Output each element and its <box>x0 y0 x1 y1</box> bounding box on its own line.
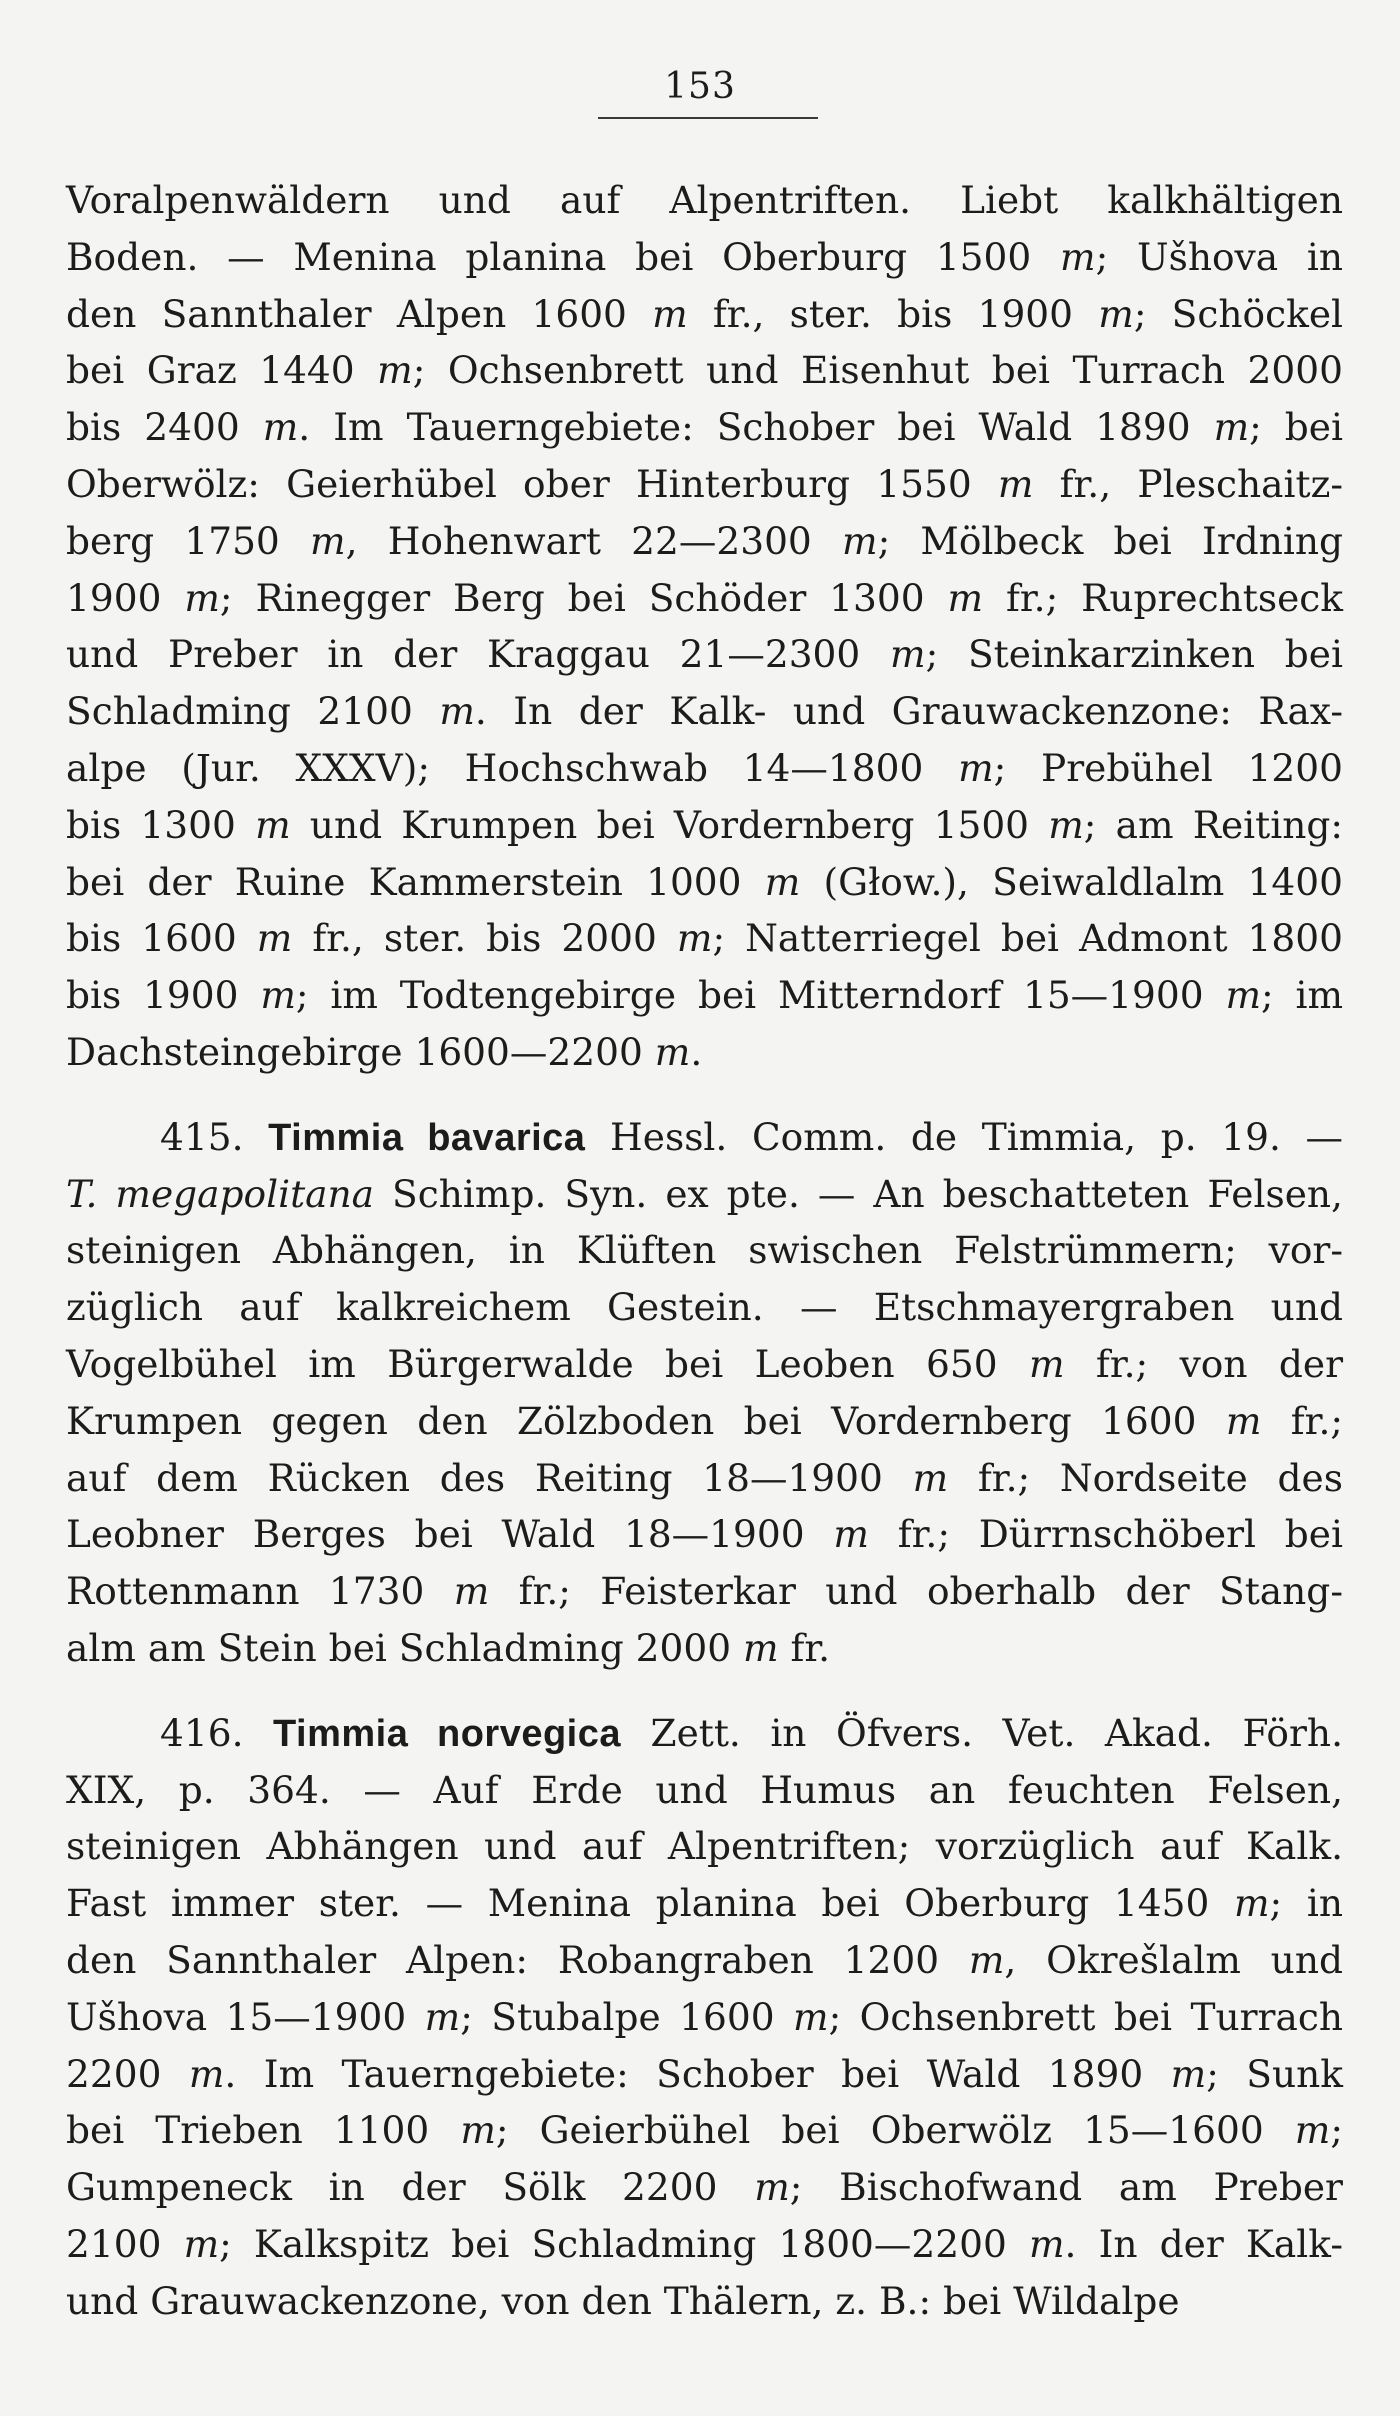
text-line <box>66 2273 1343 2330</box>
italic-text: m <box>183 2221 220 2266</box>
text-line <box>66 456 1343 513</box>
text-line <box>66 1336 1343 1393</box>
text-run: ; Sunk <box>1206 2051 1343 2096</box>
text-run: ; Ušhova in <box>1095 234 1343 279</box>
text-line <box>66 683 1343 740</box>
text-run: bis 1600 <box>66 916 257 961</box>
species-name: Timmia norvegica <box>273 1712 622 1755</box>
text-run: und Grauwackenzone, von den Thälern, z. B.: bei Wildalpe <box>66 2278 1180 2323</box>
text-line <box>66 1024 1343 1081</box>
italic-text: m <box>742 1625 779 1670</box>
italic-text: m <box>310 518 346 563</box>
text-run: . Im Tauerngebiete: Schober bei Wald 1890 <box>298 405 1214 450</box>
text-run: ; Rinegger Berg bei Schöder 1300 <box>219 575 948 620</box>
text-line <box>66 172 1343 229</box>
text-run: ; Schöckel <box>1133 291 1343 336</box>
italic-text: m <box>958 745 994 790</box>
text-line <box>66 1818 1343 1875</box>
text-line <box>66 797 1343 854</box>
text-run: ; bei <box>1249 405 1343 450</box>
text-run: fr.; Feisterkar und oberhalb der Stang- <box>489 1569 1343 1614</box>
species-name: Timmia bavarica <box>268 1116 586 1159</box>
text-run: ; Mölbeck bei Irdning <box>877 518 1343 563</box>
text-run: ; Kalkspitz bei Schladming 1800—2200 <box>219 2221 1029 2266</box>
text-run: bei Trieben 1100 <box>66 2108 461 2153</box>
italic-text: m <box>256 916 293 961</box>
text-run: Hessl. Comm. de Timmia, p. 19. — <box>585 1114 1343 1159</box>
paragraph-gap <box>66 1677 1343 1705</box>
text-line <box>66 854 1343 911</box>
text-line <box>66 513 1343 570</box>
text-run: Fast immer ster. — Menina planina bei Oberburg 1450 <box>66 1881 1234 1926</box>
text-run: , Okrešlalm und <box>1004 1937 1343 1982</box>
text-run: fr.; von der <box>1064 1341 1343 1386</box>
text-line <box>66 2216 1343 2273</box>
text-run: Zett. in Öfvers. Vet. Akad. Förh. <box>621 1710 1343 1755</box>
text-run: Vogelbühel im Bürgerwalde bei Leoben 650 <box>66 1341 1029 1386</box>
text-run: ; Geierbühel bei Oberwölz 15—1600 <box>495 2108 1295 2153</box>
text-run: 2100 <box>66 2221 184 2266</box>
text-run: züglich auf kalkreichem Gestein. — Etschmayergraben und <box>66 1285 1343 1330</box>
text-run: auf dem Rücken des Reiting 18—1900 <box>66 1455 913 1500</box>
text-run: ; im Todtengebirge bei Mitterndorf 15—1900 <box>295 973 1226 1018</box>
italic-text: m <box>453 1569 490 1614</box>
text-line <box>66 229 1343 286</box>
text-run: Leobner Berges bei Wald 18—1900 <box>66 1512 834 1557</box>
text-run: Dachsteingebirge 1600—2200 <box>66 1029 655 1074</box>
header-rule <box>598 117 818 119</box>
text-line <box>66 2046 1343 2103</box>
text-run: ; Natterriegel bei Admont 1800 <box>712 916 1343 961</box>
italic-text: m <box>890 632 926 677</box>
text-line <box>66 1393 1343 1450</box>
text-run: Boden. — Menina planina bei Oberburg 1500 <box>66 234 1061 279</box>
text-run: . In der Kalk- <box>1064 2221 1343 2266</box>
text-run: XIX, p. 364. — Auf Erde und Humus an feuchten Felsen, <box>66 1767 1343 1812</box>
text-run: . Im Tauerngebiete: Schober bei Wald 1890 <box>224 2051 1171 2096</box>
text-line <box>66 399 1343 456</box>
text-line <box>66 740 1343 797</box>
text-line <box>66 1705 1343 1762</box>
text-run: den Sannthaler Alpen 1600 <box>66 291 653 336</box>
text-run: ; <box>1330 2108 1343 2153</box>
text-run: ; Steinkarzinken bei <box>925 632 1343 677</box>
text-run: und Preber in der Kraggau 21—2300 <box>66 632 891 677</box>
italic-text: m <box>654 1029 691 1074</box>
italic-text: m <box>1233 1881 1270 1926</box>
text-line <box>66 910 1343 967</box>
text-run: Schladming 2100 <box>66 689 440 734</box>
text-run: und Krumpen bei Vordernberg 1500 <box>290 802 1049 847</box>
text-line <box>66 1762 1343 1819</box>
text-run: fr., ster. bis 2000 <box>292 916 677 961</box>
italic-text: m <box>439 689 475 734</box>
text-run: bis 2400 <box>66 405 263 450</box>
italic-text: m <box>1225 1398 1262 1443</box>
text-run: fr. <box>778 1625 831 1670</box>
text-run: ; am Reiting: <box>1083 802 1343 847</box>
text-run: bis 1900 <box>66 973 261 1018</box>
italic-text: m <box>793 1994 829 2039</box>
text-run: (Głow.), Seiwaldlalm 1400 <box>800 859 1343 904</box>
text-run: ; Ochsenbrett und Eisenhut bei Turrach 2000 <box>412 348 1343 393</box>
text-run: , Hohenwart 22—2300 <box>345 518 843 563</box>
text-line <box>66 342 1343 399</box>
italic-text: m <box>947 575 984 620</box>
text-run: bei der Ruine Kammerstein 1000 <box>66 859 765 904</box>
italic-text: T. megapolitana <box>66 1171 375 1216</box>
italic-text: m <box>833 1512 869 1557</box>
text-line <box>66 2102 1343 2159</box>
text-line <box>66 626 1343 683</box>
italic-text: m <box>1294 2108 1331 2153</box>
text-run: ; im <box>1261 973 1344 1018</box>
text-run: ; Prebühel 1200 <box>993 745 1343 790</box>
text-run: Voralpenwäldern und auf Alpentriften. Liebt kalkhältigen <box>66 178 1343 222</box>
body-text <box>66 172 1343 2329</box>
text-run: bei Graz 1440 <box>66 348 378 393</box>
text-line <box>66 1450 1343 1507</box>
text-run: berg 1750 <box>66 518 310 563</box>
text-run: 2200 <box>66 2051 189 2096</box>
italic-text: m <box>1213 405 1250 450</box>
text-run: fr.; Nordseite des <box>948 1455 1343 1500</box>
text-line <box>66 1875 1343 1932</box>
italic-text: m <box>764 859 801 904</box>
text-run: . In der Kalk- und Grauwackenzone: Rax- <box>474 689 1344 734</box>
text-line <box>66 1222 1343 1279</box>
italic-text: m <box>842 518 878 563</box>
text-run: steinigen Abhängen, in Klüften swischen Felstrümmern; vor- <box>66 1228 1343 1273</box>
page-number: 153 <box>664 66 736 107</box>
text-run: bis 1300 <box>66 802 256 847</box>
italic-text: m <box>377 348 413 393</box>
italic-text: m <box>255 802 291 847</box>
italic-text: m <box>997 461 1034 506</box>
text-run: fr.; <box>1261 1398 1343 1443</box>
italic-text: m <box>260 973 296 1018</box>
text-line <box>66 1506 1343 1563</box>
text-run: Rottenmann 1730 <box>66 1569 454 1614</box>
italic-text: m <box>460 2108 496 2153</box>
text-run: . <box>690 1029 703 1074</box>
text-run: ; Bischofwand am Preber <box>789 2165 1343 2210</box>
text-run: ; Ochsenbrett bei Turrach <box>828 1994 1343 2039</box>
text-run: ; Stubalpe 1600 <box>460 1994 794 2039</box>
italic-text: m <box>1098 291 1134 336</box>
text-run: 416. <box>160 1710 273 1755</box>
text-line <box>66 1620 1343 1677</box>
text-run: 415. <box>160 1114 269 1159</box>
italic-text: m <box>968 1937 1005 1982</box>
italic-text: m <box>262 405 299 450</box>
text-run: fr.; Ruprechtseck <box>983 575 1343 620</box>
text-line <box>66 1563 1343 1620</box>
text-run: Krumpen gegen den Zölzboden bei Vordernberg 1600 <box>66 1398 1226 1443</box>
text-run: ; in <box>1269 1881 1343 1926</box>
paragraph-gap <box>66 1081 1343 1109</box>
italic-text: m <box>1028 2221 1065 2266</box>
italic-text: m <box>1170 2051 1207 2096</box>
italic-text: m <box>188 2051 225 2096</box>
italic-text: m <box>676 916 713 961</box>
italic-text: m <box>184 575 220 620</box>
text-run: fr.; Dürrnschöberl bei <box>868 1512 1343 1557</box>
text-run: den Sannthaler Alpen: Robangraben 1200 <box>66 1937 969 1982</box>
italic-text: m <box>1225 973 1261 1018</box>
text-line <box>66 1109 1343 1166</box>
italic-text: m <box>1048 802 1084 847</box>
text-run: alpe (Jur. XXXV); Hochschwab 14—1800 <box>66 745 959 790</box>
italic-text: m <box>754 2165 790 2210</box>
italic-text: m <box>424 1994 461 2039</box>
italic-text: m <box>912 1455 949 1500</box>
text-line <box>66 570 1343 627</box>
text-run: Schimp. Syn. ex pte. — An beschatteten Felsen, <box>374 1171 1343 1216</box>
italic-text: m <box>652 291 688 336</box>
text-line <box>66 1279 1343 1336</box>
italic-text: m <box>1028 1341 1065 1386</box>
text-run: Gumpeneck in der Sölk 2200 <box>66 2165 755 2210</box>
italic-text: m <box>1060 234 1096 279</box>
text-run: Ušhova 15—1900 <box>66 1994 425 2039</box>
text-run: alm am Stein bei Schladming 2000 <box>66 1625 743 1670</box>
text-run: Oberwölz: Geierhübel ober Hinterburg 1550 <box>66 461 998 506</box>
text-run: 1900 <box>66 575 185 620</box>
text-line <box>66 1932 1343 1989</box>
text-run: steinigen Abhängen und auf Alpentriften; vorzüglich auf Kalk. <box>66 1824 1343 1869</box>
text-line <box>66 967 1343 1024</box>
text-line <box>66 2159 1343 2216</box>
text-line <box>66 1166 1343 1223</box>
text-line <box>66 286 1343 343</box>
text-run: fr., ster. bis 1900 <box>687 291 1099 336</box>
text-run: fr., Pleschaitz- <box>1033 461 1343 506</box>
text-line <box>66 1989 1343 2046</box>
